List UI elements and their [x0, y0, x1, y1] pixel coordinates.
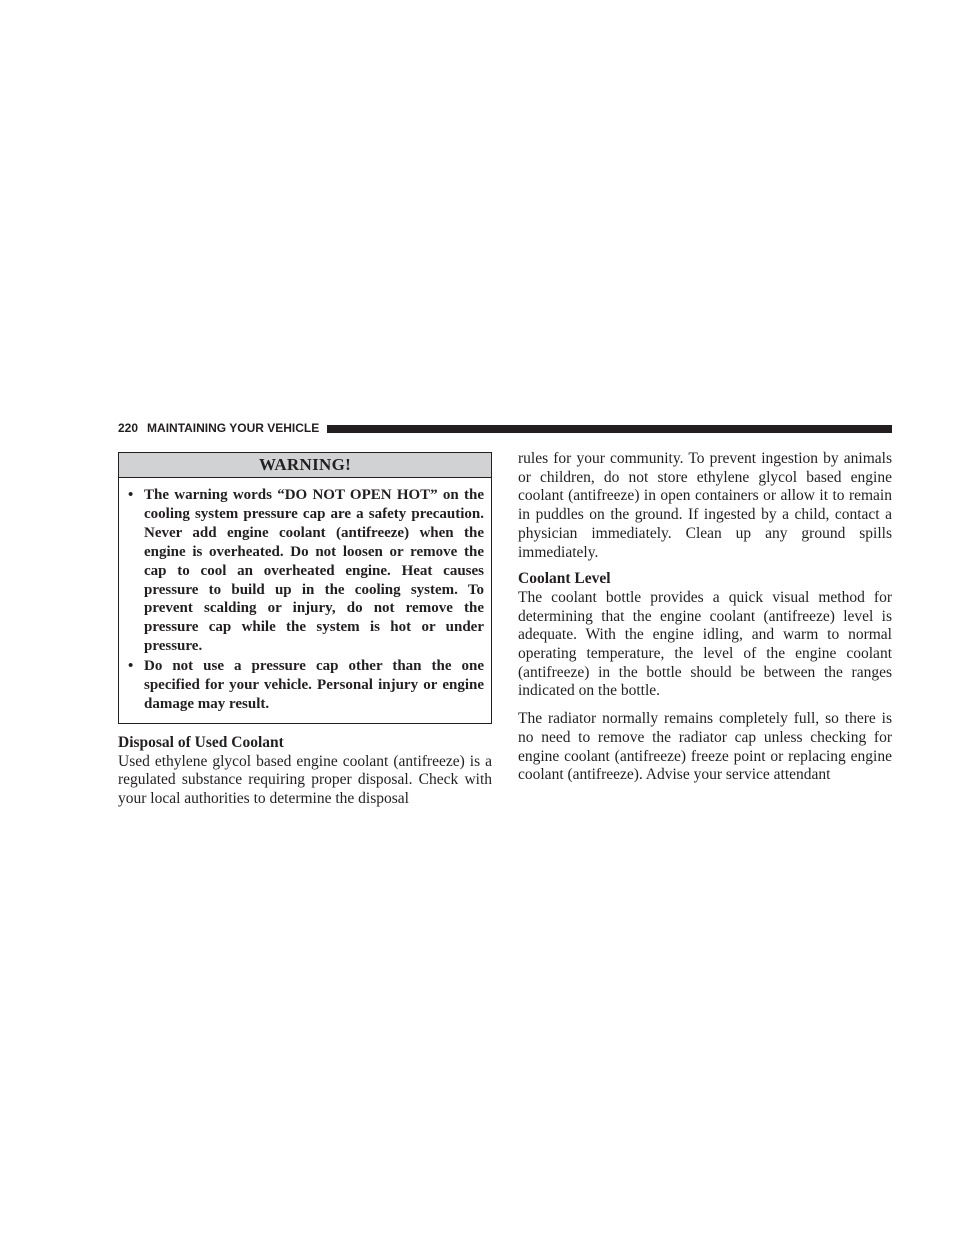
- bullet-icon: •: [128, 487, 134, 503]
- warning-item-text: The warning words “DO NOT OPEN HOT” on the cooling system pressure cap are a safety precaution. Never add engine coolant (antifreeze) when the engine is overheated. Do not loosen or remove the cap to cool an overheated engine. Heat causes pressure to build up in the cooling system. To prevent scalding or injury, do not remove the pressure cap while the system is hot or under pressure.: [144, 487, 484, 655]
- header-rule: [327, 425, 892, 433]
- disposal-text-part2: rules for your community. To prevent ingestion by animals or children, do not store ethylene glycol based engine coolant (antifreeze) in open containers or allow it to remain in puddles on the ground. If ingested by a child, contact a physician immediately. Clean up any ground spills immediately.: [518, 450, 892, 561]
- page-number: 220: [118, 421, 139, 435]
- warning-title: WARNING!: [119, 453, 491, 478]
- left-column: [118, 452, 492, 809]
- warning-box: [118, 452, 492, 724]
- disposal-heading: Disposal of Used Coolant: [118, 733, 284, 751]
- bullet-icon: •: [128, 658, 134, 675]
- section-title: MAINTAINING YOUR VEHICLE: [147, 421, 320, 435]
- coolant-level-heading: Coolant Level: [518, 570, 611, 588]
- warning-item: [127, 657, 484, 714]
- coolant-level-paragraph-1: The coolant bottle provides a quick visual method for determining that the engine coolant (antifreeze) level is adequate. With the engine idling, and warm to normal operating temperature, the level of the engine coolant (antifreeze) in the bottle should be between the ranges indicated on the bottle.: [518, 588, 892, 700]
- warning-item: [127, 486, 484, 656]
- page-header: [118, 420, 892, 436]
- disposal-text-part1: Used ethylene glycol based engine coolant (antifreeze) is a regulated substance requiring proper disposal. Check with your local authorities to determine the disposal: [118, 752, 492, 807]
- coolant-level-paragraph-2: The radiator normally remains completely full, so there is no need to remove the radiator cap unless checking for engine coolant (antifreeze) freeze point or replacing engine coolant (antifreeze). Advise your service attendant: [518, 710, 892, 784]
- right-column: [518, 450, 892, 785]
- warning-list: [119, 478, 491, 723]
- warning-item-text: Do not use a pressure cap other than the one specified for your vehicle. Personal injury or engine damage may result.: [144, 658, 484, 712]
